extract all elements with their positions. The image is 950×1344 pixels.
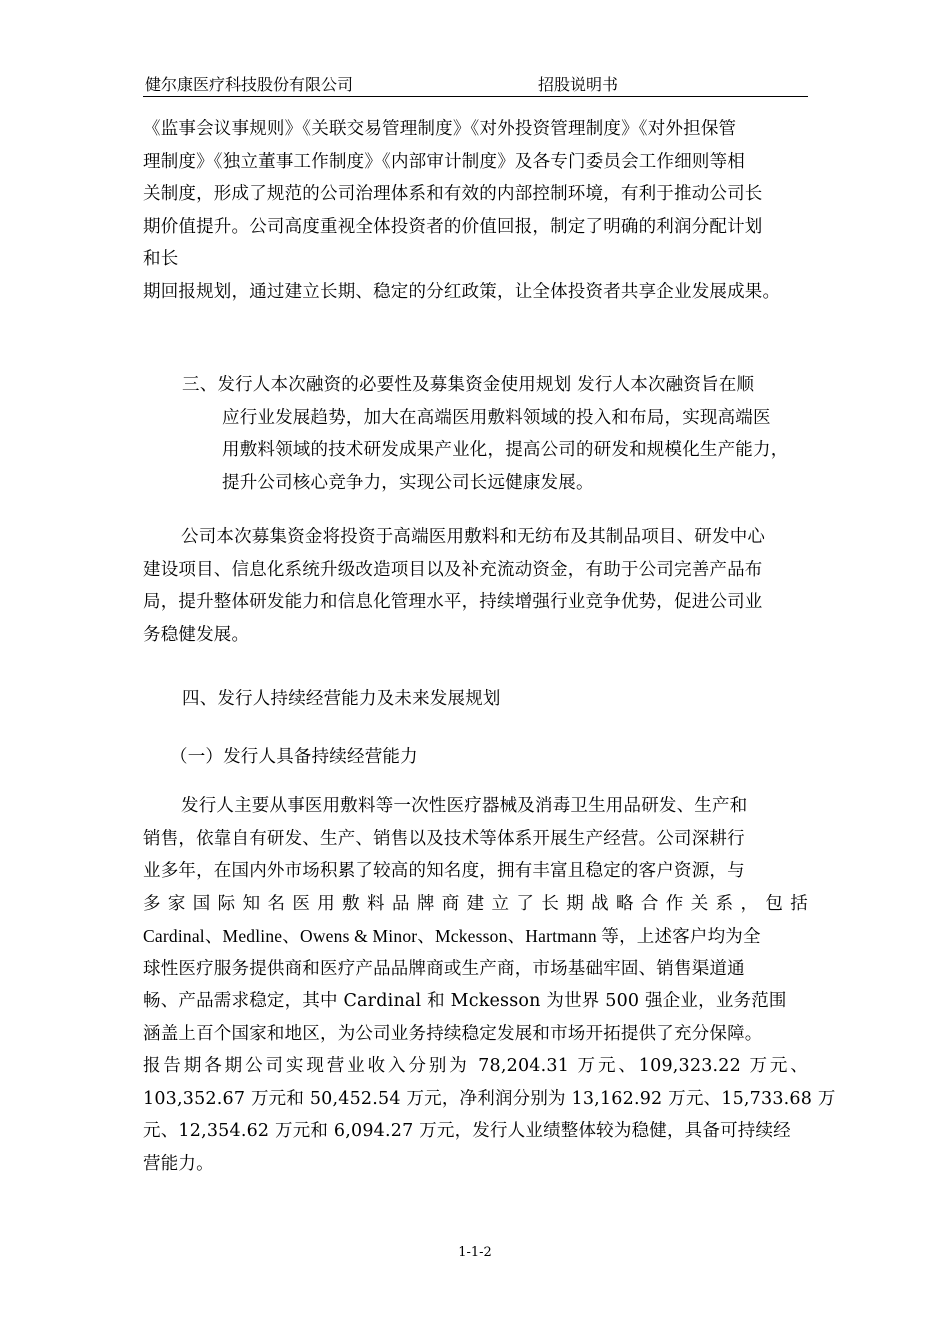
subsection-1-heading: （一）发行人具备持续经营能力: [170, 747, 418, 767]
section-heading: 三、发行人本次融资的必要性及募集资金使用规划 发行人本次融资旨在顺: [182, 375, 755, 395]
governance-paragraph: [143, 113, 818, 308]
text-line: 畅、产品需求稳定，其中 Cardinal 和 Mckesson 为世界 500 强企业，业务范围: [143, 991, 787, 1011]
text-line: 营能力。: [143, 1153, 214, 1174]
text-line: 期价值提升。公司高度重视全体投资者的价值回报，制定了明确的利润分配计划: [143, 216, 763, 237]
text-line: 业多年，在国内外市场积累了较高的知名度，拥有丰富且稳定的客户资源，与: [143, 861, 745, 881]
text-line: 和长: [143, 249, 179, 269]
text-line: 103,352.67 万元和 50,452.54 万元，净利润分别为 13,162.92 万元、15,733.68 万: [143, 1088, 836, 1109]
text-line: 发行人主要从事医用敷料等一次性医疗器械及消毒卫生用品研发、生产和: [181, 796, 748, 816]
page-header: [143, 70, 808, 97]
text-line: 建设项目、信息化系统升级改造项目以及补充流动资金，有助于公司完善产品布: [143, 559, 763, 580]
text-line: 局，提升整体研发能力和信息化管理水平，持续增强行业竞争优势，促进公司业: [143, 592, 763, 612]
text-line: 期回报规划，通过建立长期、稳定的分红政策，让全体投资者共享企业发展成果。: [143, 281, 781, 302]
section-4-heading: 四、发行人持续经营能力及未来发展规划: [182, 689, 501, 709]
text-line: 关制度，形成了规范的公司治理体系和有效的内部控制环境，有利于推动公司长: [143, 184, 763, 204]
operating-capability-paragraph: [143, 790, 836, 1180]
text-line: 务稳健发展。: [143, 624, 250, 645]
text-line: 销售，依靠自有研发、生产、销售以及技术等体系开展生产经营。公司深耕行: [143, 828, 745, 849]
text-line: 球性医疗服务提供商和医疗产品品牌商或生产商，市场基础牢固、销售渠道通: [143, 958, 745, 979]
text-line: 提升公司核心竞争力，实现公司长远健康发展。: [222, 472, 594, 493]
section-3-paragraph: [182, 369, 827, 499]
header-company-name: 健尔康医疗科技股份有限公司: [145, 75, 354, 94]
text-line: Cardinal、Medline、Owens & Minor、Mckesson、Hartmann 等，上述客户均为全: [143, 926, 761, 946]
text-line: 应行业发展趋势，加大在高端医用敷料领域的投入和布局，实现高端医: [222, 407, 771, 428]
text-line: 涵盖上百个国家和地区，为公司业务持续稳定发展和市场开拓提供了充分保障。: [143, 1023, 763, 1044]
text-line: 公司本次募集资金将投资于高端医用敷料和无纺布及其制品项目、研发中心: [181, 527, 766, 547]
fundraising-paragraph: [143, 521, 818, 651]
text-line: 《监事会议事规则》《关联交易管理制度》《对外投资管理制度》《对外担保管: [143, 119, 737, 139]
text-line: 理制度》《独立董事工作制度》《内部审计制度》及各专门委员会工作细则等相: [143, 151, 745, 172]
page-number: 1-1-2: [458, 1245, 492, 1260]
header-document-title: 招股说明书: [538, 75, 619, 94]
text-line: 用敷料领域的技术研发成果产业化，提高公司的研发和规模化生产能力，: [222, 440, 789, 460]
text-line: 多家国际知名医用敷料品牌商建立了长期战略合作关系，包括: [143, 893, 808, 914]
text-line: 报告期各期公司实现营业收入分别为 78,204.31 万元、109,323.22 万元、: [143, 1056, 808, 1076]
text-line: 元、12,354.62 万元和 6,094.27 万元，发行人业绩整体较为稳健，具备可持续经: [143, 1121, 791, 1141]
